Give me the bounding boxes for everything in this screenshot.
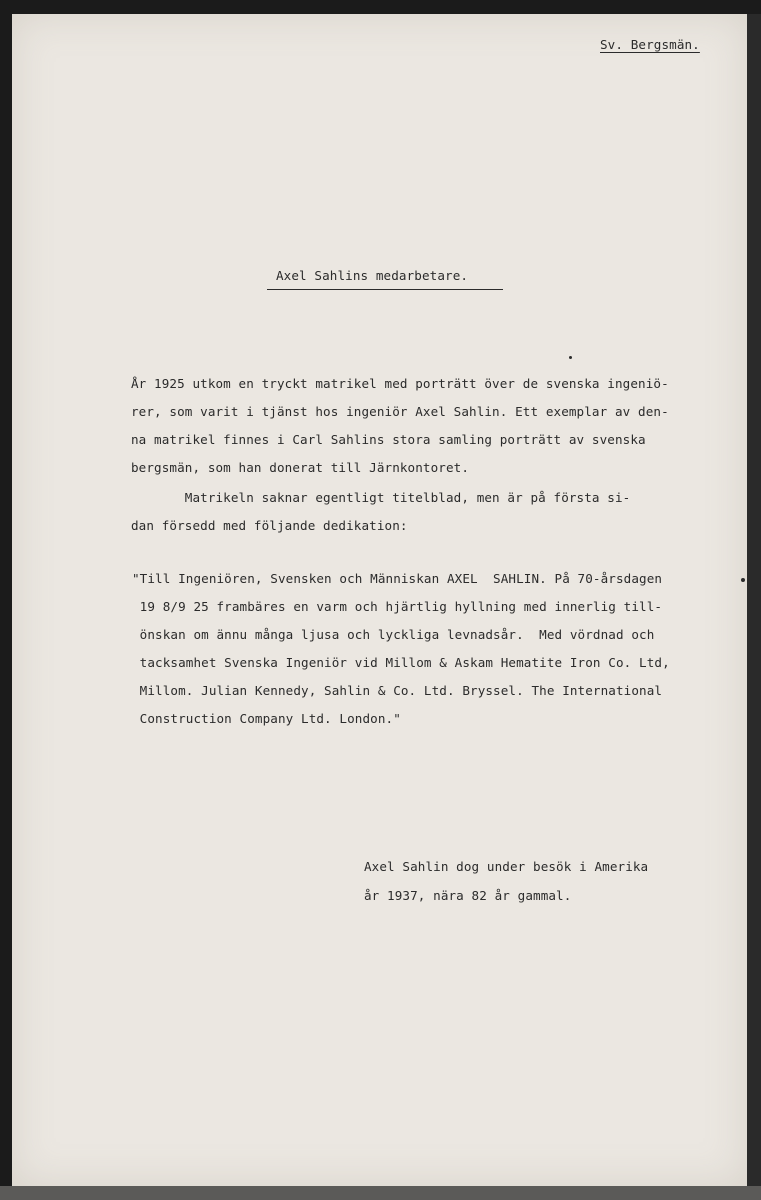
- text-line: Axel Sahlin dog under besök i Amerika: [364, 859, 649, 874]
- text-line: rer, som varit i tjänst hos ingeniör Axel Sahlin. Ett exemplar av den-: [131, 404, 669, 419]
- text-line: "Till Ingeniören, Svensken och Människan AXEL SAHLIN. På 70-årsdagen: [132, 571, 663, 586]
- text-line: Millom. Julian Kennedy, Sahlin & Co. Ltd. Bryssel. The International: [132, 683, 663, 698]
- text-line: dan försedd med följande dedikation:: [131, 518, 408, 533]
- text-line: 19 8/9 25 frambäres en varm och hjärtlig hyllning med innerlig till-: [132, 599, 663, 614]
- margin-dot: [741, 578, 745, 582]
- scan-bottom-edge: [0, 1186, 761, 1200]
- page-header: Sv. Bergsmän.: [600, 37, 700, 52]
- text-line: År 1925 utkom en tryckt matrikel med porträtt över de svenska ingeniö-: [131, 376, 669, 391]
- text-line: bergsmän, som han donerat till Järnkontoret.: [131, 460, 470, 475]
- document-title: Axel Sahlins medarbetare.: [276, 268, 469, 283]
- text-line: Construction Company Ltd. London.": [132, 711, 401, 726]
- ink-mark: [569, 356, 572, 359]
- text-line: önskan om ännu många ljusa och lyckliga levnadsår. Med vördnad och: [132, 627, 655, 642]
- text-line: år 1937, nära 82 år gammal.: [364, 888, 572, 903]
- text-line: tacksamhet Svenska Ingeniör vid Millom & Askam Hematite Iron Co. Ltd,: [132, 655, 670, 670]
- scan-right-edge: [747, 14, 761, 1186]
- title-underline: [267, 289, 503, 290]
- text-line: Matrikeln saknar egentligt titelblad, men är på första si-: [131, 490, 631, 505]
- text-line: na matrikel finnes i Carl Sahlins stora samling porträtt av svenska: [131, 432, 646, 447]
